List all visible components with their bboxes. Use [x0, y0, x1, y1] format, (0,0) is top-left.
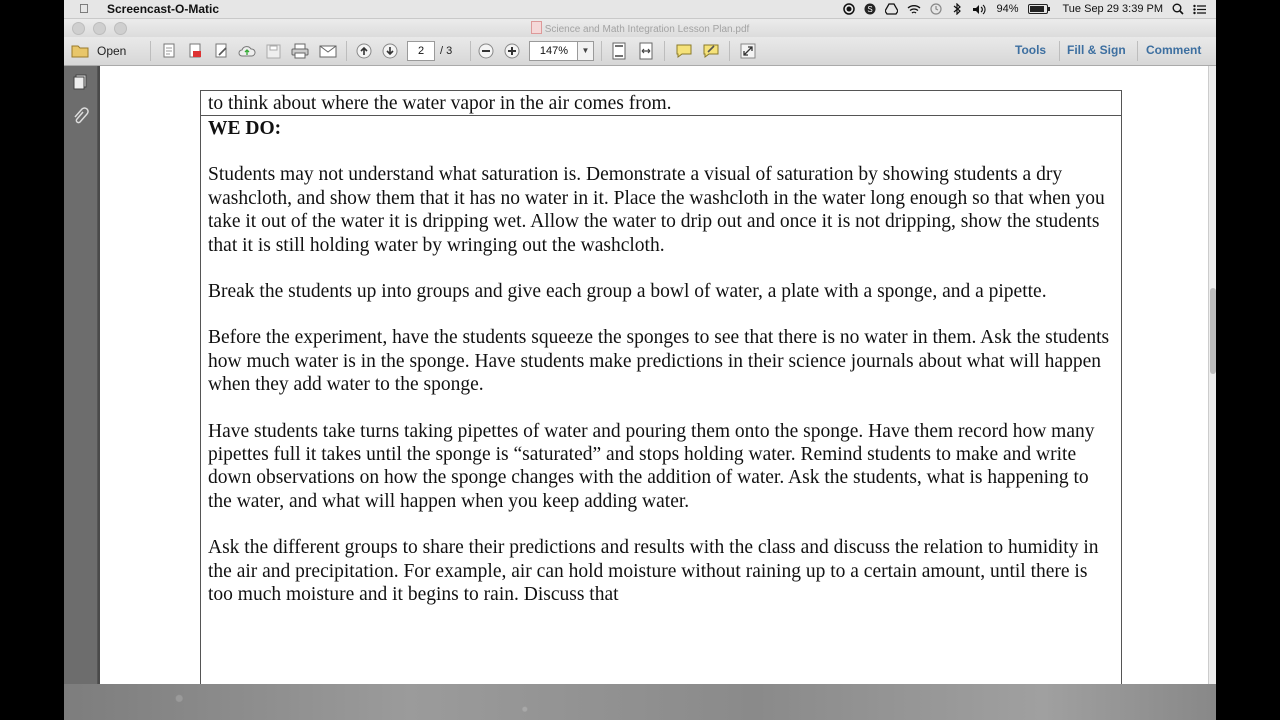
next-page-button[interactable] — [380, 41, 400, 61]
highlighter-icon — [702, 43, 720, 59]
folder-icon — [71, 44, 89, 58]
upload-button[interactable] — [237, 41, 257, 61]
export-pdf-button[interactable] — [185, 41, 205, 61]
highlight-button[interactable] — [700, 41, 722, 61]
menu-extras — [843, 0, 1206, 18]
zoom-dropdown-button[interactable]: ▼ — [577, 41, 594, 61]
window-title — [64, 21, 1216, 35]
arrow-down-icon — [382, 43, 398, 59]
comment-pane-link[interactable]: Comment — [1146, 43, 1202, 57]
paragraph: Before the experiment, have the students squeeze the sponges to see that there is no water in them. Ask the students how much water is in the sponge. Have students make predictions in their science journals about what will happen when they add water to the sponge. — [208, 327, 1110, 396]
toolbar-divider — [470, 41, 471, 61]
battery-percent: 94% — [996, 3, 1019, 15]
envelope-icon — [319, 45, 337, 58]
page-total: / 3 — [440, 45, 453, 57]
full-screen-button[interactable] — [738, 41, 758, 61]
desktop-background — [64, 684, 1216, 720]
spotlight-search-icon[interactable] — [1172, 2, 1184, 16]
open-label: Open — [97, 44, 127, 58]
window-title-bar — [64, 19, 1216, 37]
paragraph: Ask the different groups to share their predictions and results with the class and discuss the relation to humidity in the air and precipitation. For example, air can hold moisture without raining up to a certain amount, until there is too much moisture and it begins to rain. Discuss that — [208, 537, 1099, 606]
attachments-button[interactable] — [71, 107, 89, 125]
section-heading: WE DO: — [208, 118, 282, 139]
pdf-page — [98, 66, 1208, 684]
create-pdf-icon — [161, 43, 177, 59]
zoom-level-input[interactable]: 147% — [529, 41, 579, 61]
save-icon — [266, 44, 281, 59]
previous-page-button[interactable] — [354, 41, 374, 61]
paragraph: Students may not understand what saturation is. Demonstrate a visual of saturation by showing students a dry washcloth, and show them that it has no water in it. Place the washcloth in the water long enough so that when you take it out of the water it is dripping wet. Allow the water to drip out and once it is not dripping, show the students that it is still holding water by wringing out the washcloth. — [208, 164, 1105, 256]
toolbar-divider — [1059, 41, 1060, 61]
export-pdf-icon — [187, 43, 203, 59]
minus-circle-icon — [478, 43, 494, 59]
toolbar-divider — [346, 41, 347, 61]
document-text — [208, 92, 1113, 607]
time-machine-icon[interactable] — [930, 2, 942, 16]
screen — [64, 0, 1216, 720]
toolbar-divider — [664, 41, 665, 61]
wifi-icon[interactable] — [907, 2, 921, 16]
print-button[interactable] — [289, 41, 311, 61]
bluetooth-icon[interactable] — [951, 2, 963, 16]
comment-bubble-icon — [675, 43, 693, 59]
menu-bar — [64, 0, 1216, 19]
notification-center-icon[interactable] — [1193, 2, 1206, 16]
save-button[interactable] — [263, 41, 283, 61]
toolbar-divider — [150, 41, 151, 61]
apple-icon[interactable] — [79, 1, 89, 16]
page-number-input[interactable]: 2 — [407, 41, 435, 61]
expand-icon — [740, 43, 756, 59]
email-button[interactable] — [317, 41, 339, 61]
record-icon[interactable] — [843, 2, 855, 16]
scrollbar-thumb[interactable] — [1210, 288, 1216, 374]
toolbar-divider — [601, 41, 602, 61]
toolbar-divider — [729, 41, 730, 61]
document-viewport[interactable] — [98, 66, 1208, 684]
app-menu-name[interactable]: Screencast-O-Matic — [107, 2, 220, 16]
vertical-scrollbar[interactable] — [1208, 66, 1216, 684]
create-pdf-button[interactable] — [159, 41, 179, 61]
navigation-panel — [64, 66, 98, 684]
paperclip-icon — [71, 107, 89, 125]
pdf-file-icon — [531, 21, 542, 34]
svg-text:S: S — [867, 5, 874, 14]
tools-pane-link[interactable]: Tools — [1015, 43, 1047, 57]
previous-line: to think about where the water vapor in the air comes from. — [208, 93, 672, 114]
printer-icon — [291, 43, 309, 59]
google-drive-icon[interactable] — [885, 2, 898, 16]
arrow-up-icon — [356, 43, 372, 59]
zoom-out-button[interactable] — [476, 41, 496, 61]
fit-width-icon — [638, 42, 654, 60]
open-button[interactable] — [71, 41, 131, 61]
plus-circle-icon — [504, 43, 520, 59]
skype-icon[interactable] — [864, 2, 876, 16]
cloud-upload-icon — [238, 43, 256, 59]
edit-pdf-button[interactable] — [211, 41, 231, 61]
page-thumbnails-button[interactable] — [71, 73, 89, 91]
toolbar-divider — [1137, 41, 1138, 61]
battery-icon[interactable] — [1028, 2, 1048, 16]
fit-page-button[interactable] — [609, 41, 629, 61]
fit-width-button[interactable] — [636, 41, 656, 61]
fill-sign-pane-link[interactable]: Fill & Sign — [1067, 43, 1126, 57]
paragraph: Have students take turns taking pipettes of water and pouring them onto the sponge. Have them record how many pipettes full it takes until the sponge is “saturated” and stops holding water. Remind students to make and write down observations on how the sponge changes with the addition of water. Ask the students, what is happening to the water, and what will happen when you keep adding water. — [208, 420, 1095, 512]
paragraph: Break the students up into groups and give each group a bowl of water, a plate with a sponge, and a pipette. — [208, 281, 1047, 303]
volume-icon[interactable] — [972, 2, 987, 16]
fit-page-icon — [611, 42, 627, 60]
edit-pdf-icon — [213, 43, 229, 59]
clock[interactable]: Tue Sep 29 3:39 PM — [1062, 3, 1163, 15]
page-thumbnails-icon — [71, 73, 89, 91]
sticky-note-button[interactable] — [673, 41, 695, 61]
zoom-in-button[interactable] — [502, 41, 522, 61]
window-title-text: Science and Math Integration Lesson Plan.pdf — [544, 24, 750, 35]
toolbar — [64, 37, 1216, 66]
